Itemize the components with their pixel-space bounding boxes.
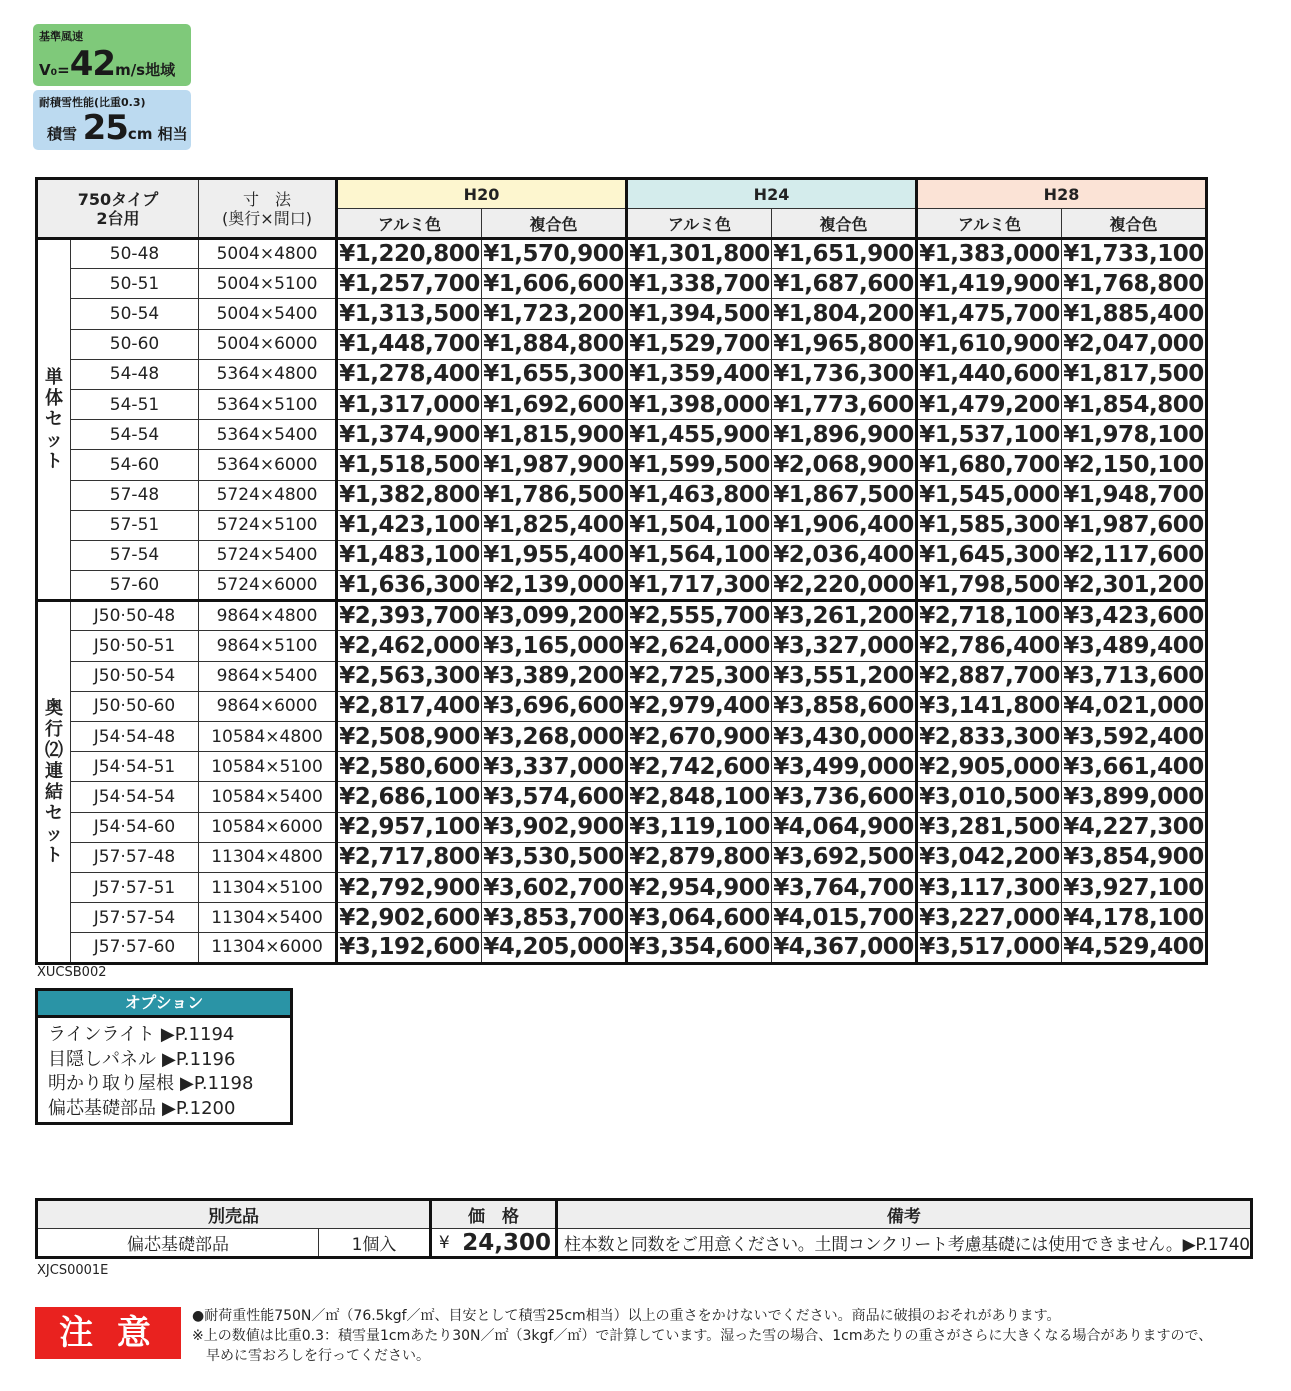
model-code: 50-54 [71, 299, 199, 329]
table-row [37, 389, 1207, 419]
price-cell: ¥1,483,100 [337, 540, 482, 570]
price-cell: ¥1,374,900 [337, 420, 482, 450]
price-cell: ¥3,117,300 [917, 872, 1062, 902]
price-cell: ¥1,723,200 [482, 299, 627, 329]
price-cell: ¥1,768,800 [1062, 269, 1207, 299]
dimension: 5724×5400 [199, 540, 337, 570]
height-header-h20: H20 [337, 179, 627, 209]
dimension: 5364×6000 [199, 450, 337, 480]
price-cell: ¥2,462,000 [337, 631, 482, 661]
table-row [37, 601, 1207, 631]
accessory-price: 24,300 [457, 1229, 557, 1258]
price-cell: ¥1,965,800 [772, 329, 917, 359]
price-cell: ¥2,902,600 [337, 903, 482, 933]
page-link[interactable]: ▶P.1194 [160, 1024, 235, 1045]
model-code: J50·50-60 [71, 691, 199, 721]
price-cell: ¥4,367,000 [772, 933, 917, 963]
accessory-table [35, 1198, 1253, 1259]
price-cell: ¥3,574,600 [482, 782, 627, 812]
table-row [37, 510, 1207, 540]
price-cell: ¥3,192,600 [337, 933, 482, 963]
table-row [37, 661, 1207, 691]
price-cell: ¥1,475,700 [917, 299, 1062, 329]
option-item[interactable]: 偏芯基礎部品 ▶P.1200 [48, 1097, 236, 1119]
price-cell: ¥3,661,400 [1062, 752, 1207, 782]
accessory-name: 偏芯基礎部品 [37, 1229, 319, 1258]
price-cell: ¥2,833,300 [917, 722, 1062, 752]
price-cell: ¥1,610,900 [917, 329, 1062, 359]
dimension: 10584×4800 [199, 722, 337, 752]
size-header: 寸 法 (奥行×間口) [199, 179, 337, 239]
price-cell: ¥3,853,700 [482, 903, 627, 933]
price-cell: ¥1,815,900 [482, 420, 627, 450]
model-code: 54-51 [71, 389, 199, 419]
color-header: アルミ色 [917, 209, 1062, 239]
color-header: 複合色 [772, 209, 917, 239]
price-cell: ¥3,337,000 [482, 752, 627, 782]
snow-load-value: 25 [82, 108, 128, 148]
price-cell: ¥1,455,900 [627, 420, 772, 450]
price-cell: ¥1,585,300 [917, 510, 1062, 540]
price-cell: ¥1,717,300 [627, 571, 772, 601]
table-row [37, 239, 1207, 269]
snow-load-prefix: 積雪 [47, 125, 78, 143]
model-code: J54·54-54 [71, 782, 199, 812]
price-cell: ¥4,021,000 [1062, 691, 1207, 721]
dimension: 5004×5400 [199, 299, 337, 329]
price-cell: ¥1,651,900 [772, 239, 917, 269]
price-cell: ¥1,987,900 [482, 450, 627, 480]
price-cell: ¥1,398,000 [627, 389, 772, 419]
caution-notes [192, 1306, 1212, 1366]
dimension: 5724×6000 [199, 571, 337, 601]
price-cell: ¥3,423,600 [1062, 601, 1207, 631]
price-cell: ¥3,499,000 [772, 752, 917, 782]
price-cell: ¥1,383,000 [917, 239, 1062, 269]
accessory-header-note: 備考 [557, 1200, 1252, 1229]
price-cell: ¥2,301,200 [1062, 571, 1207, 601]
price-cell: ¥1,606,600 [482, 269, 627, 299]
accessory-yen: ¥ [431, 1229, 457, 1258]
table-row [37, 631, 1207, 661]
table-row [37, 933, 1207, 963]
price-cell: ¥3,854,900 [1062, 842, 1207, 872]
price-cell: ¥3,489,400 [1062, 631, 1207, 661]
price-cell: ¥3,099,200 [482, 601, 627, 631]
price-cell: ¥3,696,600 [482, 691, 627, 721]
price-cell: ¥1,278,400 [337, 359, 482, 389]
price-cell: ¥2,887,700 [917, 661, 1062, 691]
price-cell: ¥2,670,900 [627, 722, 772, 752]
page-link[interactable]: ▶P.1198 [180, 1073, 254, 1094]
price-cell: ¥1,537,100 [917, 420, 1062, 450]
price-cell: ¥3,551,200 [772, 661, 917, 691]
price-cell: ¥1,692,600 [482, 389, 627, 419]
price-cell: ¥1,479,200 [917, 389, 1062, 419]
price-cell: ¥2,047,000 [1062, 329, 1207, 359]
price-cell: ¥4,227,300 [1062, 812, 1207, 842]
price-cell: ¥1,257,700 [337, 269, 482, 299]
price-cell: ¥2,393,700 [337, 601, 482, 631]
dimension: 11304×5100 [199, 872, 337, 902]
price-cell: ¥2,624,000 [627, 631, 772, 661]
price-cell: ¥3,268,000 [482, 722, 627, 752]
price-cell: ¥4,529,400 [1062, 933, 1207, 963]
color-header: アルミ色 [627, 209, 772, 239]
color-header: 複合色 [1062, 209, 1207, 239]
price-cell: ¥3,430,000 [772, 722, 917, 752]
accessory-header-price: 価 格 [431, 1200, 557, 1229]
snow-load-badge [33, 90, 191, 150]
accessory-header-item: 別売品 [37, 1200, 431, 1229]
table-row [37, 842, 1207, 872]
price-cell: ¥1,987,600 [1062, 510, 1207, 540]
dimension: 5724×4800 [199, 480, 337, 510]
table-row [37, 782, 1207, 812]
table-row [37, 299, 1207, 329]
price-cell: ¥1,896,900 [772, 420, 917, 450]
price-cell: ¥1,463,800 [627, 480, 772, 510]
dimension: 10584×5100 [199, 752, 337, 782]
price-cell: ¥1,733,100 [1062, 239, 1207, 269]
price-cell: ¥3,927,100 [1062, 872, 1207, 902]
price-cell: ¥1,687,600 [772, 269, 917, 299]
price-cell: ¥1,636,300 [337, 571, 482, 601]
price-cell: ¥1,786,500 [482, 480, 627, 510]
price-cell: ¥3,010,500 [917, 782, 1062, 812]
dimension: 5364×4800 [199, 359, 337, 389]
dimension: 10584×6000 [199, 812, 337, 842]
wind-speed-value: 42 [69, 44, 116, 84]
price-cell: ¥1,885,400 [1062, 299, 1207, 329]
price-cell: ¥1,301,800 [627, 239, 772, 269]
price-cell: ¥2,139,000 [482, 571, 627, 601]
price-cell: ¥3,858,600 [772, 691, 917, 721]
price-cell: ¥2,979,400 [627, 691, 772, 721]
model-code: 54-54 [71, 420, 199, 450]
price-cell: ¥4,015,700 [772, 903, 917, 933]
table-row [37, 480, 1207, 510]
model-code: 50-51 [71, 269, 199, 299]
price-cell: ¥1,955,400 [482, 540, 627, 570]
price-cell: ¥3,530,500 [482, 842, 627, 872]
price-cell: ¥1,817,500 [1062, 359, 1207, 389]
price-cell: ¥1,220,800 [337, 239, 482, 269]
table-row [37, 540, 1207, 570]
type-header: 750タイプ 2台用 [37, 179, 199, 239]
wind-speed-unit: m/s地域 [115, 61, 176, 79]
price-cell: ¥1,867,500 [772, 480, 917, 510]
price-cell: ¥1,854,800 [1062, 389, 1207, 419]
price-cell: ¥1,655,300 [482, 359, 627, 389]
table-row [37, 691, 1207, 721]
model-code: J57·57-48 [71, 842, 199, 872]
price-cell: ¥3,764,700 [772, 872, 917, 902]
dimension: 9864×5100 [199, 631, 337, 661]
page-link[interactable]: ▶P.1196 [162, 1048, 236, 1070]
price-cell: ¥2,792,900 [337, 872, 482, 902]
price-cell: ¥3,899,000 [1062, 782, 1207, 812]
price-cell: ¥1,338,700 [627, 269, 772, 299]
price-cell: ¥3,261,200 [772, 601, 917, 631]
price-cell: ¥1,645,300 [917, 540, 1062, 570]
model-code: J50·50-54 [71, 661, 199, 691]
color-header: アルミ色 [337, 209, 482, 239]
price-cell: ¥3,602,700 [482, 872, 627, 902]
table-row [37, 420, 1207, 450]
model-code: J57·57-60 [71, 933, 199, 963]
price-cell: ¥1,545,000 [917, 480, 1062, 510]
price-cell: ¥1,317,000 [337, 389, 482, 419]
price-cell: ¥2,742,600 [627, 752, 772, 782]
height-header-h24: H24 [627, 179, 917, 209]
model-code: 54-60 [71, 450, 199, 480]
table-row [37, 269, 1207, 299]
price-cell: ¥2,848,100 [627, 782, 772, 812]
price-cell: ¥2,717,800 [337, 842, 482, 872]
price-cell: ¥1,978,100 [1062, 420, 1207, 450]
price-cell: ¥2,580,600 [337, 752, 482, 782]
price-cell: ¥1,804,200 [772, 299, 917, 329]
group-label: 単 体 セ ッ ト [37, 239, 71, 601]
price-cell: ¥1,448,700 [337, 329, 482, 359]
model-code: 57-51 [71, 510, 199, 540]
option-item[interactable]: 明かり取り屋根 ▶P.1198 [48, 1073, 254, 1094]
price-cell: ¥2,718,100 [917, 601, 1062, 631]
accessory-qty: 1個入 [319, 1229, 431, 1258]
price-cell: ¥2,508,900 [337, 722, 482, 752]
price-cell: ¥3,327,000 [772, 631, 917, 661]
snow-load-unit: cm 相当 [127, 125, 188, 143]
price-cell: ¥1,423,100 [337, 510, 482, 540]
table-row [37, 571, 1207, 601]
price-cell: ¥3,713,600 [1062, 661, 1207, 691]
dimension: 10584×5400 [199, 782, 337, 812]
price-cell: ¥1,504,100 [627, 510, 772, 540]
price-cell: ¥2,563,300 [337, 661, 482, 691]
price-cell: ¥1,680,700 [917, 450, 1062, 480]
model-code: J57·57-54 [71, 903, 199, 933]
price-cell: ¥1,394,500 [627, 299, 772, 329]
price-cell: ¥1,798,500 [917, 571, 1062, 601]
price-cell: ¥1,736,300 [772, 359, 917, 389]
model-code: J54·54-51 [71, 752, 199, 782]
price-cell: ¥1,518,500 [337, 450, 482, 480]
price-cell: ¥3,592,400 [1062, 722, 1207, 752]
price-cell: ¥1,773,600 [772, 389, 917, 419]
group-label: 奥 行 ⑵ 連 結 セ ッ ト [37, 601, 71, 963]
price-cell: ¥1,906,400 [772, 510, 917, 540]
price-cell: ¥2,068,900 [772, 450, 917, 480]
caution-label: 注 意 [35, 1307, 181, 1359]
price-cell: ¥1,570,900 [482, 239, 627, 269]
caution-line: ※上の数値は比重0.3：積雪量1cmあたり30N／㎡（3kgf／㎡）で計算しています。湿った雪の場合、1cmあたりの重さがさらに大きくなる場合がありますので、 [192, 1328, 1213, 1344]
price-cell: ¥1,948,700 [1062, 480, 1207, 510]
price-cell: ¥2,117,600 [1062, 540, 1207, 570]
price-cell: ¥1,564,100 [627, 540, 772, 570]
price-cell: ¥3,692,500 [772, 842, 917, 872]
price-table [35, 177, 1208, 965]
price-cell: ¥2,786,400 [917, 631, 1062, 661]
page-link[interactable]: ▶P.1200 [162, 1097, 236, 1119]
price-cell: ¥1,884,800 [482, 329, 627, 359]
price-cell: ¥2,905,000 [917, 752, 1062, 782]
price-cell: ¥3,141,800 [917, 691, 1062, 721]
price-cell: ¥3,517,000 [917, 933, 1062, 963]
dimension: 5004×4800 [199, 239, 337, 269]
price-cell: ¥3,281,500 [917, 812, 1062, 842]
price-cell: ¥1,313,500 [337, 299, 482, 329]
price-cell: ¥2,150,100 [1062, 450, 1207, 480]
wind-speed-badge [33, 24, 191, 86]
price-cell: ¥3,354,600 [627, 933, 772, 963]
dimension: 5364×5400 [199, 420, 337, 450]
price-cell: ¥1,599,500 [627, 450, 772, 480]
price-cell: ¥3,736,600 [772, 782, 917, 812]
dimension: 9864×5400 [199, 661, 337, 691]
table-row [37, 872, 1207, 902]
price-cell: ¥2,555,700 [627, 601, 772, 631]
price-cell: ¥1,440,600 [917, 359, 1062, 389]
price-cell: ¥1,529,700 [627, 329, 772, 359]
dimension: 5004×5100 [199, 269, 337, 299]
table-row [37, 329, 1207, 359]
dimension: 11304×6000 [199, 933, 337, 963]
caution-line: 早めに雪おろしを行ってください。 [192, 1348, 430, 1364]
table-row [37, 359, 1207, 389]
price-cell: ¥3,227,000 [917, 903, 1062, 933]
table-row [37, 752, 1207, 782]
model-code: J50·50-48 [71, 601, 199, 631]
table-row [37, 812, 1207, 842]
accessory-note: 柱本数と同数をご用意ください。土間コンクリート考慮基礎には使用できません。▶P.1740 [557, 1229, 1252, 1258]
price-cell: ¥2,954,900 [627, 872, 772, 902]
price-cell: ¥2,036,400 [772, 540, 917, 570]
price-cell: ¥3,389,200 [482, 661, 627, 691]
price-cell: ¥2,686,100 [337, 782, 482, 812]
model-code: 50-48 [71, 239, 199, 269]
snow-load-label: 耐積雪性能(比重0.3) [39, 96, 146, 109]
dimension: 9864×4800 [199, 601, 337, 631]
table-row [37, 450, 1207, 480]
wind-speed-label: 基準風速 [39, 30, 83, 43]
price-cell: ¥2,725,300 [627, 661, 772, 691]
price-cell: ¥2,879,800 [627, 842, 772, 872]
model-code: 50-60 [71, 329, 199, 359]
dimension: 5724×5100 [199, 510, 337, 540]
price-cell: ¥4,064,900 [772, 812, 917, 842]
price-cell: ¥1,825,400 [482, 510, 627, 540]
product-code: XUCSB002 [37, 965, 107, 980]
dimension: 5364×5100 [199, 389, 337, 419]
model-code: J54·54-60 [71, 812, 199, 842]
model-code: 54-48 [71, 359, 199, 389]
dimension: 9864×6000 [199, 691, 337, 721]
price-cell: ¥3,165,000 [482, 631, 627, 661]
options-title: オプション [38, 991, 290, 1018]
model-code: J57·57-51 [71, 872, 199, 902]
model-code: J54·54-48 [71, 722, 199, 752]
model-code: 57-48 [71, 480, 199, 510]
price-cell: ¥1,359,400 [627, 359, 772, 389]
caution-line: ●耐荷重性能750N／㎡（76.5kgf／㎡、目安として積雪25cm相当）以上の重さをかけないでください。商品に破損のおそれがあります。 [192, 1308, 1061, 1324]
accessory-code: XJCS0001E [37, 1263, 109, 1278]
color-header: 複合色 [482, 209, 627, 239]
option-item[interactable]: 目隠しパネル ▶P.1196 [48, 1048, 236, 1070]
model-code: 57-60 [71, 571, 199, 601]
options-box [35, 988, 293, 1125]
table-row [37, 722, 1207, 752]
price-cell: ¥3,064,600 [627, 903, 772, 933]
price-cell: ¥2,957,100 [337, 812, 482, 842]
price-cell: ¥1,382,800 [337, 480, 482, 510]
price-cell: ¥2,817,400 [337, 691, 482, 721]
option-item[interactable]: ラインライト ▶P.1194 [48, 1024, 235, 1045]
dimension: 5004×6000 [199, 329, 337, 359]
dimension: 11304×4800 [199, 842, 337, 872]
wind-speed-prefix: V₀= [39, 61, 70, 79]
price-cell: ¥2,220,000 [772, 571, 917, 601]
price-cell: ¥3,042,200 [917, 842, 1062, 872]
model-code: 57-54 [71, 540, 199, 570]
table-row [37, 903, 1207, 933]
price-cell: ¥3,902,900 [482, 812, 627, 842]
price-cell: ¥4,178,100 [1062, 903, 1207, 933]
price-cell: ¥3,119,100 [627, 812, 772, 842]
height-header-h28: H28 [917, 179, 1207, 209]
price-cell: ¥1,419,900 [917, 269, 1062, 299]
price-cell: ¥4,205,000 [482, 933, 627, 963]
dimension: 11304×5400 [199, 903, 337, 933]
model-code: J50·50-51 [71, 631, 199, 661]
